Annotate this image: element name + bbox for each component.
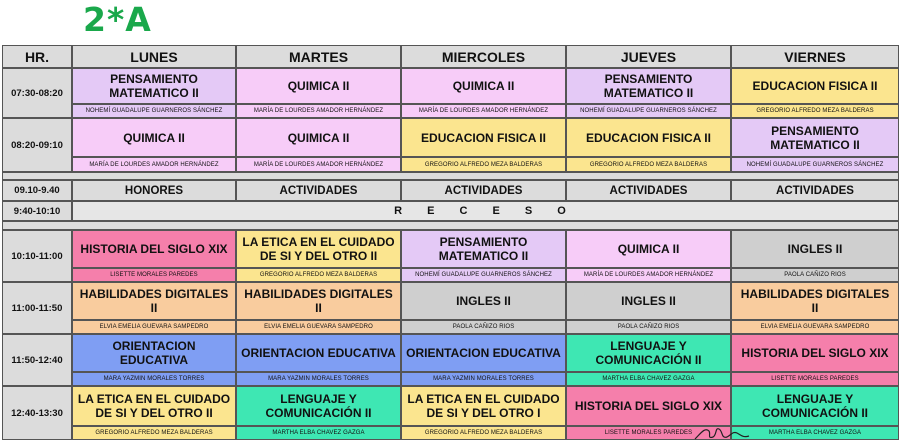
class-teacher: PAOLA CAÑIZO RIOS [731, 268, 899, 282]
class-teacher: GREGORIO ALFREDO MEZA BALDERAS [236, 268, 401, 282]
separator-row [2, 221, 899, 230]
class-teacher: MARA YAZMIN MORALES TORRES [72, 372, 236, 386]
class-teacher: NOHEMÍ GUADALUPE GUARNEROS SÁNCHEZ [731, 157, 899, 172]
class-subject: LA ETICA EN EL CUIDADO DE SI Y DEL OTRO II [72, 386, 236, 426]
class-subject: EDUCACION FISICA II [731, 68, 899, 104]
class-subject: EDUCACION FISICA II [566, 118, 731, 157]
class-teacher: LISETTE MORALES PAREDES [566, 426, 731, 440]
class-teacher: NOHEMÍ GUADALUPE GUARNEROS SÁNCHEZ [566, 104, 731, 118]
class-subject: QUIMICA II [236, 118, 401, 157]
class-teacher: MARTHA ELBA CHAVEZ GAZGA [566, 372, 731, 386]
class-teacher: MARÍA DE LOURDES AMADOR HERNÁNDEZ [566, 268, 731, 282]
time-slot: 9:40-10:10 [2, 201, 72, 221]
class-subject: HABILIDADES DIGITALES II [236, 282, 401, 320]
header-day: JUEVES [566, 45, 731, 68]
time-slot: 07:30-08:20 [2, 68, 72, 118]
class-subject: ORIENTACION EDUCATIVA [72, 334, 236, 372]
class-subject: QUIMICA II [566, 230, 731, 268]
class-teacher: GREGORIO ALFREDO MEZA BALDERAS [401, 157, 566, 172]
class-subject: PENSAMIENTO MATEMATICO II [72, 68, 236, 104]
class-teacher: GREGORIO ALFREDO MEZA BALDERAS [72, 426, 236, 440]
time-slot: 11:00-11:50 [2, 282, 72, 334]
class-subject: LA ETICA EN EL CUIDADO DE SI Y DEL OTRO I [401, 386, 566, 426]
class-teacher: LISETTE MORALES PAREDES [731, 372, 899, 386]
class-teacher: NOHEMÍ GUADALUPE GUARNEROS SÁNCHEZ [401, 268, 566, 282]
class-teacher: MARTHA ELBA CHAVEZ GAZGA [731, 426, 899, 440]
class-subject: ORIENTACION EDUCATIVA [236, 334, 401, 372]
separator-row [2, 172, 899, 180]
class-subject: EDUCACION FISICA II [401, 118, 566, 157]
class-subject: HABILIDADES DIGITALES II [731, 282, 899, 320]
class-teacher: MARA YAZMIN MORALES TORRES [236, 372, 401, 386]
class-teacher: ELVIA EMELIA GUEVARA SAMPEDRO [72, 320, 236, 334]
class-teacher: MARÍA DE LOURDES AMADOR HERNÁNDEZ [72, 157, 236, 172]
header-hour: HR. [2, 45, 72, 68]
time-slot: 10:10-11:00 [2, 230, 72, 282]
header-day: MIERCOLES [401, 45, 566, 68]
class-teacher: MARÍA DE LOURDES AMADOR HERNÁNDEZ [401, 104, 566, 118]
break-label: R E C E S O [72, 201, 899, 221]
class-subject: LENGUAJE Y COMUNICACIÓN II [236, 386, 401, 426]
header-day: LUNES [72, 45, 236, 68]
header-day: VIERNES [731, 45, 899, 68]
time-slot: 12:40-13:30 [2, 386, 72, 440]
class-teacher: MARÍA DE LOURDES AMADOR HERNÁNDEZ [236, 104, 401, 118]
class-subject: QUIMICA II [72, 118, 236, 157]
class-teacher: ELVIA EMELIA GUEVARA SAMPEDRO [731, 320, 899, 334]
time-slot: 08:20-09:10 [2, 118, 72, 172]
class-subject: ORIENTACION EDUCATIVA [401, 334, 566, 372]
class-subject: PENSAMIENTO MATEMATICO II [731, 118, 899, 157]
class-subject: LENGUAJE Y COMUNICACIÓN II [731, 386, 899, 426]
class-teacher: MARTHA ELBA CHAVEZ GAZGA [236, 426, 401, 440]
activity-cell: ACTIVIDADES [731, 180, 899, 201]
activity-cell: ACTIVIDADES [236, 180, 401, 201]
time-slot: 11:50-12:40 [2, 334, 72, 386]
class-teacher: GREGORIO ALFREDO MEZA BALDERAS [401, 426, 566, 440]
class-teacher: GREGORIO ALFREDO MEZA BALDERAS [566, 157, 731, 172]
class-teacher: PAOLA CAÑIZO RIOS [401, 320, 566, 334]
class-teacher: LISETTE MORALES PAREDES [72, 268, 236, 282]
class-subject: INGLES II [401, 282, 566, 320]
class-subject: PENSAMIENTO MATEMATICO II [401, 230, 566, 268]
page-title: 2*A [83, 0, 152, 39]
activity-cell: HONORES [72, 180, 236, 201]
class-subject: HISTORIA DEL SIGLO XIX [731, 334, 899, 372]
class-subject: QUIMICA II [401, 68, 566, 104]
time-slot: 09.10-9.40 [2, 180, 72, 201]
class-teacher: ELVIA EMELIA GUEVARA SAMPEDRO [236, 320, 401, 334]
class-teacher: NOHEMÍ GUADALUPE GUARNEROS SÁNCHEZ [72, 104, 236, 118]
class-subject: INGLES II [566, 282, 731, 320]
class-subject: HABILIDADES DIGITALES II [72, 282, 236, 320]
class-teacher: MARA YAZMIN MORALES TORRES [401, 372, 566, 386]
class-subject: HISTORIA DEL SIGLO XIX [72, 230, 236, 268]
class-teacher: GREGORIO ALFREDO MEZA BALDERAS [731, 104, 899, 118]
class-subject: QUIMICA II [236, 68, 401, 104]
header-day: MARTES [236, 45, 401, 68]
class-teacher: MARÍA DE LOURDES AMADOR HERNÁNDEZ [236, 157, 401, 172]
class-subject: INGLES II [731, 230, 899, 268]
activity-cell: ACTIVIDADES [401, 180, 566, 201]
class-subject: HISTORIA DEL SIGLO XIX [566, 386, 731, 426]
signature-mark [693, 421, 753, 443]
activity-cell: ACTIVIDADES [566, 180, 731, 201]
class-subject: PENSAMIENTO MATEMATICO II [566, 68, 731, 104]
class-subject: LA ETICA EN EL CUIDADO DE SI Y DEL OTRO II [236, 230, 401, 268]
class-subject: LENGUAJE Y COMUNICACIÓN II [566, 334, 731, 372]
class-teacher: PAOLA CAÑIZO RIOS [566, 320, 731, 334]
